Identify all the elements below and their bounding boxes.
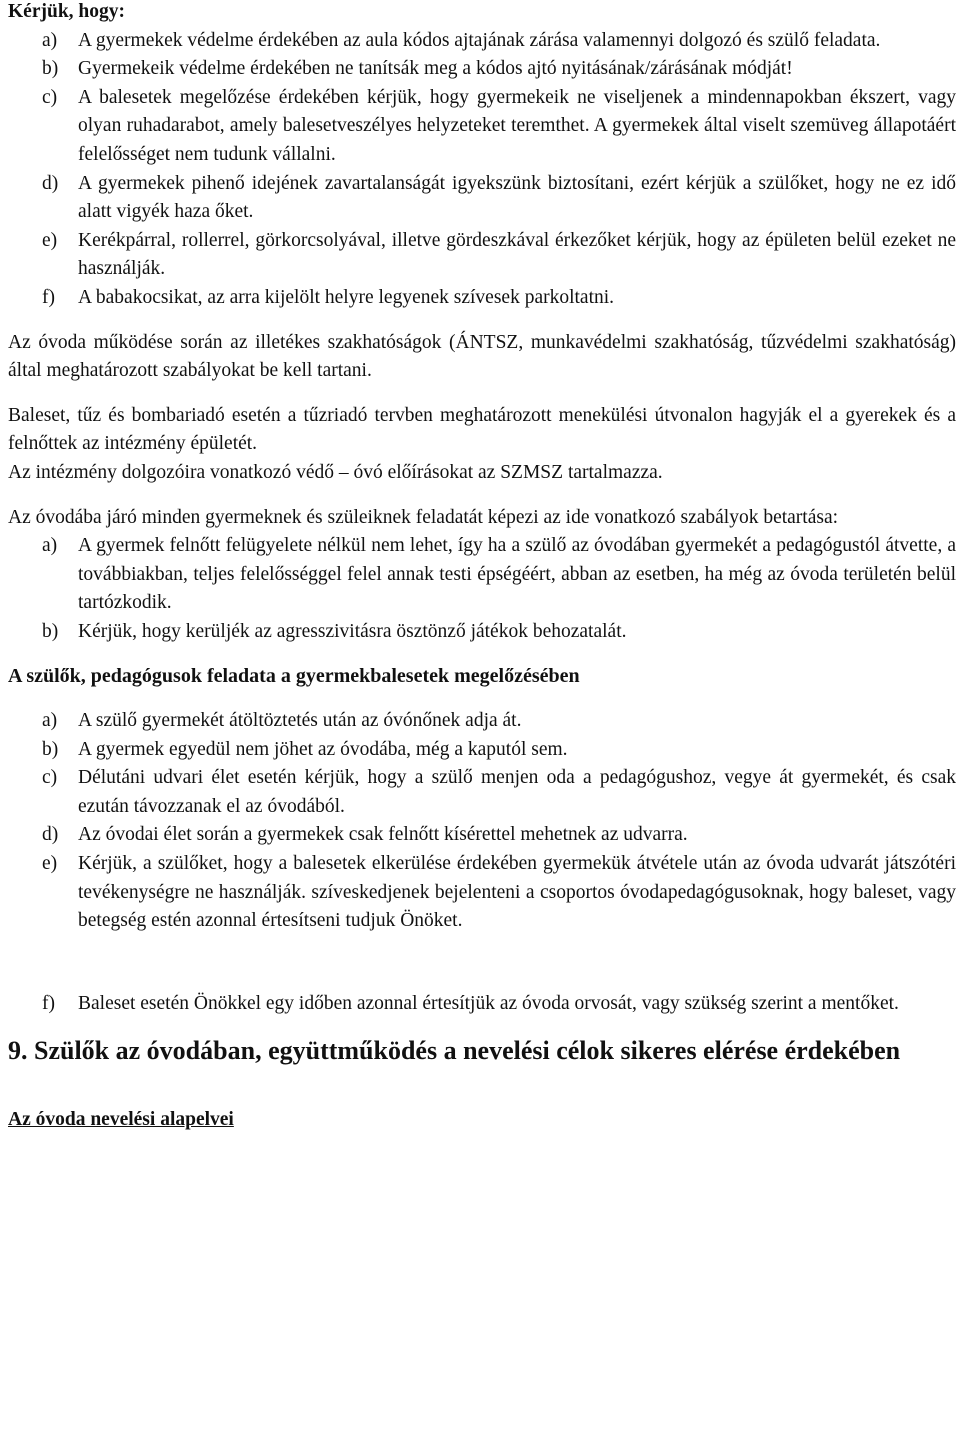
list-item: [8, 618, 956, 647]
list-marker: f): [42, 286, 55, 308]
list-item-text: A gyermek felnőtt felügyelete nélkül nem lehet, így ha a szülő az óvodában gyermekét a pedagógustól átvette, a továbbiakban, teljes felelősséggel felel annak testi épségéért, abban az esetben, ha még az óvoda területén belül tartózkodik.: [78, 535, 956, 614]
sub-heading: Az óvoda nevelési alapelvei: [8, 1109, 234, 1131]
paragraph-rules-intro: Az óvodába járó minden gyermeknek és szüleiknek feladatát képezi az ide vonatkozó szabályok betartása:: [8, 506, 839, 528]
list-marker: b): [42, 58, 59, 80]
list-marker: a): [42, 710, 58, 732]
list-marker: b): [42, 738, 59, 760]
list-marker: e): [42, 229, 58, 251]
list-marker: c): [42, 86, 58, 108]
accident-prevention-list-continued: [8, 990, 956, 1019]
section-heading: A szülők, pedagógusok feladata a gyermekbalesetek megelőzésében: [8, 665, 580, 688]
list-item: [8, 84, 956, 170]
list-item-text: Kérjük, a szülőket, hogy a balesetek elkerülése érdekében gyermekük átvétele után az óvoda udvarát játszótéri tevékenységre ne használják. szíveskedjenek bejelenteni a csoportos óvodapedagógusoknak, hogy baleset, vagy betegség estén azonnal értesítseni tudjuk Önöket.: [78, 853, 956, 932]
list-item: [8, 821, 956, 850]
list-item: [8, 850, 956, 936]
list-marker: e): [42, 853, 58, 875]
list-item-text: A babakocsikat, az arra kijelölt helyre legyenek szívesek parkoltatni.: [78, 286, 615, 308]
document-page: [8, 0, 956, 1135]
list-item: [8, 707, 956, 736]
chapter-heading: 9. Szülők az óvodában, együttműködés a nevelési célok sikeres elérése érdekében: [8, 1036, 901, 1066]
list-item: [8, 284, 956, 313]
list-item-text: Kérjük, hogy kerüljék az agresszivitásra ösztönző játékok behozatalát.: [78, 620, 627, 642]
list-item-text: Délutáni udvari élet esetén kérjük, hogy a szülő menjen oda a pedagógushoz, vegye át gyermekét, és csak ezután távozzanak el az óvodából.: [78, 767, 956, 817]
list-marker: d): [42, 824, 59, 846]
paragraph-authorities: Az óvoda működése során az illetékes szakhatóságok (ÁNTSZ, munkavédelmi szakhatóság, tűzvédelmi szakhatóság) által meghatározott szabályokat be kell tartani.: [8, 331, 956, 382]
list-item-text: A balesetek megelőzése érdekében kérjük, hogy gyermekeik ne viseljenek a mindennapokban ékszert, vagy olyan ruhadarabot, amely balesetveszélyes helyzeteket teremthet. A gyermekek által viselt szemüveg állapotáért felelősséget nem tudunk vállalni.: [78, 86, 956, 165]
list-marker: d): [42, 172, 59, 194]
paragraph-szmsz: Az intézmény dolgozóira vonatkozó védő – óvó előírásokat az SZMSZ tartalmazza.: [8, 461, 663, 483]
accident-prevention-list: [8, 707, 956, 936]
list-item-text: A szülő gyermekét átöltöztetés után az óvónőnek adja át.: [78, 710, 522, 732]
list-item: [8, 736, 956, 765]
list-item-text: A gyermek egyedül nem jöhet az óvodába, még a kaputól sem.: [78, 738, 568, 760]
rules-list: [8, 27, 956, 313]
list-item: [8, 227, 956, 284]
intro-heading: Kérjük, hogy:: [8, 1, 125, 22]
list-item-text: A gyermekek pihenő idejének zavartalanságát igyekszünk biztosítani, ezért kérjük a szülőket, hogy ne ez idő alatt vigyék haza őket.: [78, 172, 956, 223]
list-item-text: Az óvodai élet során a gyermekek csak felnőtt kísérettel mehetnek az udvarra.: [78, 824, 688, 846]
list-marker: a): [42, 29, 58, 51]
list-marker: a): [42, 535, 58, 557]
list-marker: f): [42, 992, 55, 1014]
list-item: [8, 764, 956, 821]
list-item: [8, 55, 956, 84]
list-marker: c): [42, 767, 58, 789]
list-item: [8, 170, 956, 227]
list-item: [8, 532, 956, 618]
list-item: [8, 27, 956, 56]
list-item-text: Baleset esetén Önökkel egy időben azonnal értesítjük az óvoda orvosát, vagy szükség szerint a mentőket.: [78, 992, 899, 1014]
list-item: [8, 990, 956, 1019]
paragraph-emergency: Baleset, tűz és bombariadó esetén a tűzriadó tervben meghatározott menekülési útvonalon hagyják el a gyerekek és a felnőttek az intézmény épületét.: [8, 404, 956, 455]
list-item-text: Kerékpárral, rollerrel, görkorcsolyával, illetve gördeszkával érkezőket kérjük, hogy az épületen belül ezeket ne használják.: [78, 229, 956, 280]
list-item-text: A gyermekek védelme érdekében az aula kódos ajtajának zárása valamennyi dolgozó és szülő feladata.: [78, 29, 881, 51]
list-item-text: Gyermekeik védelme érdekében ne tanítsák meg a kódos ajtó nyitásának/zárásának módját!: [78, 58, 793, 80]
list-marker: b): [42, 620, 59, 642]
obligations-list: [8, 532, 956, 646]
